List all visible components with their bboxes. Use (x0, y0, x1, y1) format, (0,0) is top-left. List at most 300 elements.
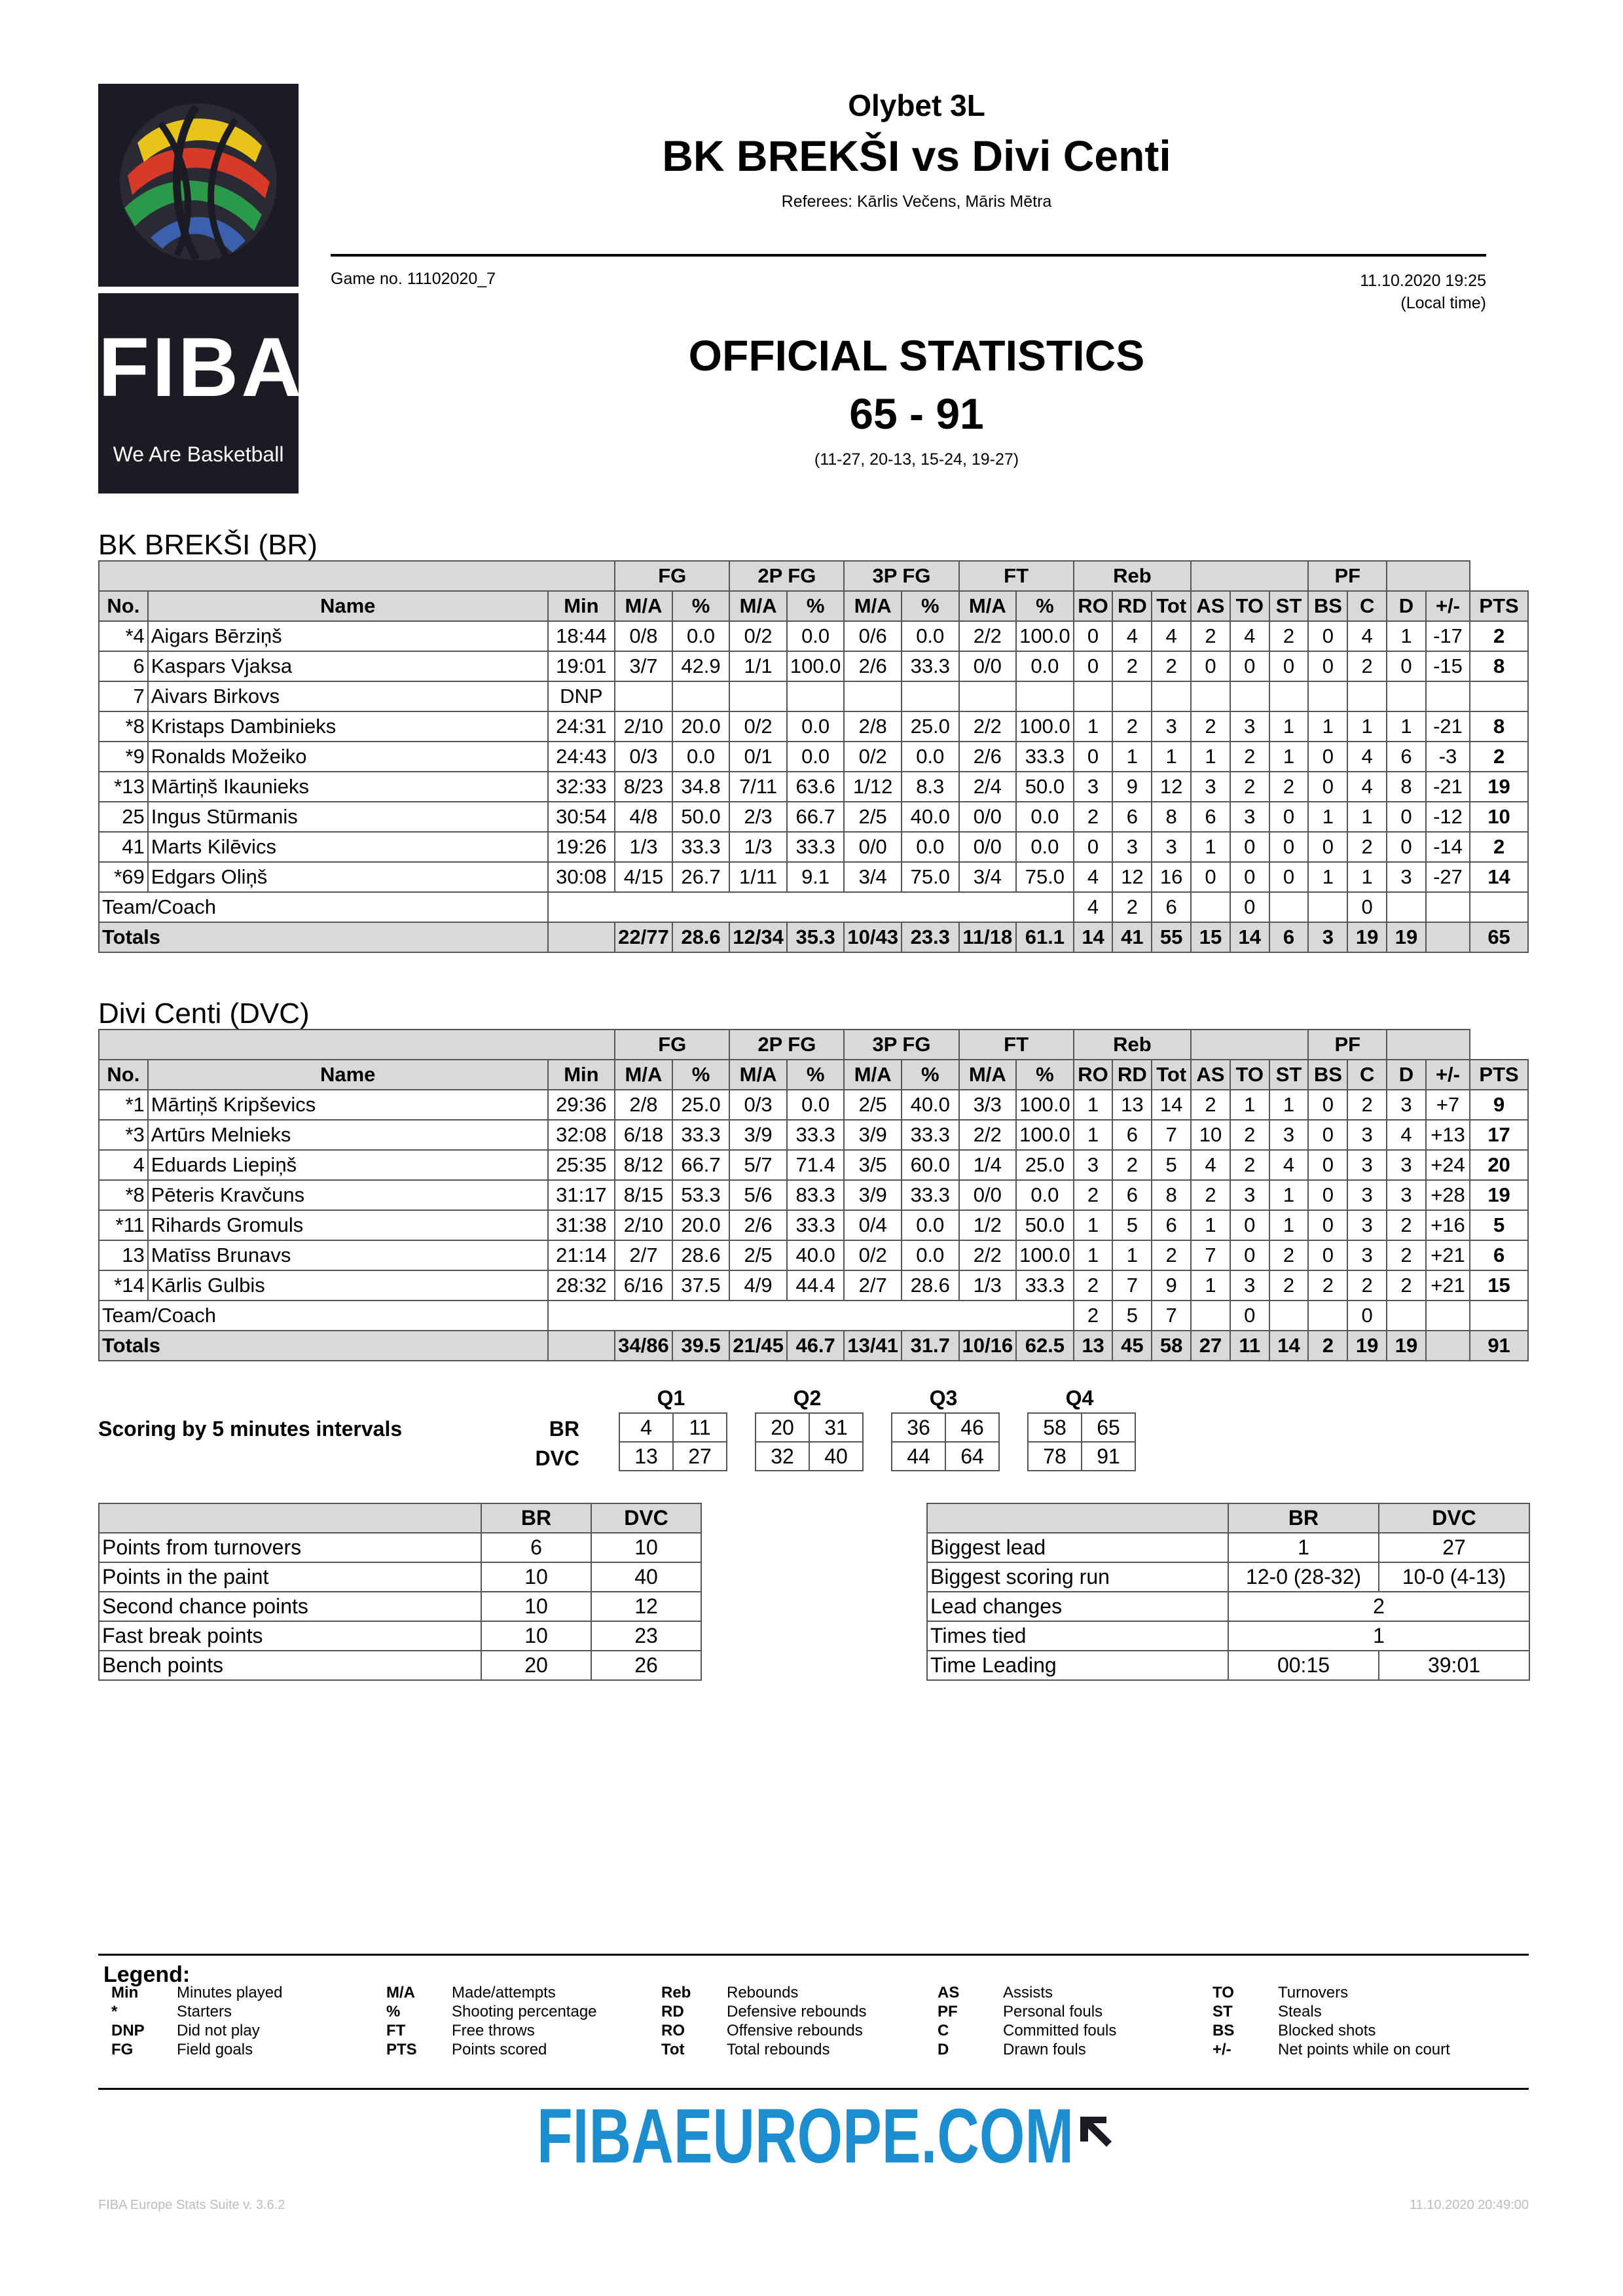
stat-cell (1269, 681, 1309, 711)
stat-cell: 2/5 (844, 1090, 902, 1120)
legend-abbr: DNP (111, 2022, 145, 2039)
player-name: Rihards Gromuls (148, 1210, 548, 1240)
stat-cell: 0 (1308, 1210, 1347, 1240)
stat-cell: 4 (1074, 862, 1113, 892)
lead-shared: 2 (1228, 1592, 1529, 1621)
stat-cell: 3 (1152, 711, 1191, 742)
legend-abbr: * (111, 2003, 118, 2020)
stat-cell: 0 (1308, 1150, 1347, 1180)
stat-cell: 2 (1112, 651, 1152, 681)
totals-points: 65 (1470, 922, 1528, 952)
legend-desc: Assists (1003, 1984, 1053, 2001)
player-name: Kristaps Dambinieks (148, 711, 548, 742)
stat-cell: 1 (1230, 1090, 1269, 1120)
q4-label: Q4 (1065, 1386, 1094, 1410)
stat-cell (1387, 892, 1426, 922)
stat-cell: 5/7 (729, 1150, 787, 1180)
totals-stat: 11/18 (959, 922, 1017, 952)
stat-cell: 0/8 (615, 621, 672, 651)
header-group-2p: 2P FG (729, 1030, 844, 1060)
stat-cell: 3 (1347, 1150, 1387, 1180)
stat-cell: 1 (1387, 711, 1426, 742)
stat-cell: 0/3 (615, 742, 672, 772)
legend-desc: Turnovers (1278, 1984, 1349, 2001)
player-name: Pēteris Kravčuns (148, 1180, 548, 1210)
stat-cell: 37.5 (672, 1270, 730, 1300)
stat-cell: 2/2 (959, 1240, 1017, 1270)
column-header: M/A (844, 591, 902, 621)
stat-cell (729, 681, 787, 711)
stat-cell: 3/7 (615, 651, 672, 681)
stat-cell: 0 (1387, 832, 1426, 862)
column-header: M/A (729, 1060, 787, 1090)
column-header: M/A (615, 1060, 672, 1090)
team-ro: 2 (1074, 1300, 1113, 1331)
stat-cell: 3 (1191, 772, 1230, 802)
legend-divider (98, 1954, 1529, 1956)
stat-cell: 0 (1269, 832, 1309, 862)
stat-cell: 100.0 (1016, 1090, 1074, 1120)
stat-cell: 2 (1191, 711, 1230, 742)
stat-cell: 3 (1074, 772, 1113, 802)
stat-cell: 4 (1191, 1150, 1230, 1180)
stat-cell: 14 (1152, 1090, 1191, 1120)
stat-cell: 2/7 (844, 1270, 902, 1300)
fibaeurope-logo-text: FIBAEUROPE.COM (537, 2093, 1074, 2179)
q3-label: Q3 (929, 1386, 958, 1410)
stat-cell (902, 681, 959, 711)
header-blank (1387, 1030, 1470, 1060)
team2-title: Divi Centi (DVC) (98, 997, 310, 1030)
q1-label: Q1 (657, 1386, 685, 1410)
stat-cell: 4 (1112, 621, 1152, 651)
stat-cell: 2/2 (959, 621, 1017, 651)
player-row (99, 1210, 1528, 1240)
points-head-blank (99, 1503, 481, 1533)
column-header: BS (1308, 591, 1347, 621)
stat-cell: 0.0 (902, 832, 959, 862)
player-row (99, 681, 1528, 711)
stat-cell: 2/5 (844, 802, 902, 832)
stat-cell: 1/11 (729, 862, 787, 892)
column-header: RO (1074, 591, 1113, 621)
points-row-label: Second chance points (99, 1592, 481, 1621)
game-date: 11.10.2020 19:25 (1360, 272, 1486, 290)
stat-cell: 0 (1387, 802, 1426, 832)
stat-cell: 0/1 (729, 742, 787, 772)
stat-cell (1112, 681, 1152, 711)
column-header: PTS (1470, 591, 1528, 621)
stat-cell: 2/6 (844, 651, 902, 681)
player-row (99, 1150, 1528, 1180)
stat-cell: 4 (1347, 772, 1387, 802)
stat-cell: 12 (1152, 772, 1191, 802)
totals-stat: 41 (1112, 922, 1152, 952)
stat-cell: 3/9 (844, 1120, 902, 1150)
stat-cell: 0 (1308, 1090, 1347, 1120)
stat-cell: 100.0 (1016, 1240, 1074, 1270)
stat-cell: 0.0 (1016, 1180, 1074, 1210)
stat-cell: 0 (1074, 742, 1113, 772)
stat-cell: 6 (1112, 802, 1152, 832)
player-name: Kaspars Vjaksa (148, 651, 548, 681)
column-header: % (787, 1060, 845, 1090)
column-header: Tot (1152, 1060, 1191, 1090)
stat-cell: +21 (1426, 1240, 1470, 1270)
player-row (99, 651, 1528, 681)
column-header: C (1347, 1060, 1387, 1090)
stat-cell: 1 (1074, 1240, 1113, 1270)
stat-cell: 1 (1191, 832, 1230, 862)
stat-cell: 0 (1308, 1240, 1347, 1270)
points-dvc: 23 (591, 1621, 701, 1651)
stat-cell (1426, 1300, 1470, 1331)
player-name: Aigars Bērziņš (148, 621, 548, 651)
points-head-br: BR (481, 1503, 591, 1533)
totals-stat: 28.6 (672, 922, 730, 952)
totals-stat: 14 (1074, 922, 1113, 952)
stat-cell: 2 (1347, 832, 1387, 862)
stat-cell: 2 (1191, 1090, 1230, 1120)
stat-cell (548, 892, 1074, 922)
column-header: Name (148, 1060, 548, 1090)
column-header: RO (1074, 1060, 1113, 1090)
stat-cell: 1 (1269, 742, 1309, 772)
header-group-fg: FG (615, 561, 729, 591)
stat-cell: 10 (1191, 1120, 1230, 1150)
fiba-logo-tagline: We Are Basketball (113, 442, 284, 466)
player-name: Kārlis Gulbis (148, 1270, 548, 1300)
stat-cell: 2/7 (615, 1240, 672, 1270)
column-header: ST (1269, 591, 1309, 621)
player-row (99, 1240, 1528, 1270)
player-minutes: 25:35 (548, 1150, 615, 1180)
column-header: M/A (959, 591, 1017, 621)
stat-cell: 1 (1269, 1090, 1309, 1120)
stat-cell: 2/2 (959, 1120, 1017, 1150)
player-row (99, 1180, 1528, 1210)
column-header: M/A (615, 591, 672, 621)
legend-abbr: PTS (386, 2041, 417, 2058)
player-points: 8 (1470, 651, 1528, 681)
stat-cell: 44.4 (787, 1270, 845, 1300)
totals-stat: 39.5 (672, 1331, 730, 1361)
team-c: 0 (1347, 892, 1387, 922)
stat-cell: +7 (1426, 1090, 1470, 1120)
legend-abbr: Reb (661, 1984, 691, 2001)
legend-abbr: FT (386, 2022, 406, 2039)
team-c: 0 (1347, 1300, 1387, 1331)
stat-cell: 3/5 (844, 1150, 902, 1180)
stat-cell: 100.0 (1016, 1120, 1074, 1150)
legend-desc: Minutes played (177, 1984, 283, 2001)
stat-cell: 0 (1074, 621, 1113, 651)
stat-cell: -27 (1426, 862, 1470, 892)
player-points: 10 (1470, 802, 1528, 832)
totals-stat: 10/43 (844, 922, 902, 952)
stat-cell: 6 (1112, 1120, 1152, 1150)
stat-cell: 0 (1230, 1210, 1269, 1240)
totals-stat: 13/41 (844, 1331, 902, 1361)
game-datetime (1113, 270, 1486, 314)
stat-cell: 1 (1269, 711, 1309, 742)
stat-cell: 53.3 (672, 1180, 730, 1210)
stat-cell: 2/5 (729, 1240, 787, 1270)
stat-cell (615, 681, 672, 711)
stat-cell: 0/2 (729, 621, 787, 651)
stat-cell: 6/16 (615, 1270, 672, 1300)
stat-cell: 4/15 (615, 862, 672, 892)
interval-score: 44 (892, 1442, 945, 1471)
stat-cell: 0 (1308, 1120, 1347, 1150)
legend-desc: Made/attempts (452, 1984, 556, 2001)
stat-cell: 33.3 (902, 1180, 959, 1210)
legend-desc: Steals (1278, 2003, 1322, 2020)
stat-cell: 2 (1269, 1240, 1309, 1270)
stat-cell (1152, 681, 1191, 711)
legend-desc: Points scored (452, 2041, 547, 2058)
header-column-row (99, 1060, 1528, 1090)
legend-abbr: D (938, 2041, 949, 2058)
player-minutes: 32:33 (548, 772, 615, 802)
player-points: 15 (1470, 1270, 1528, 1300)
stat-cell: 5 (1152, 1150, 1191, 1180)
column-header: BS (1308, 1060, 1347, 1090)
header-group-ft: FT (959, 1030, 1074, 1060)
totals-stat: 55 (1152, 922, 1191, 952)
stat-cell: 0.0 (672, 621, 730, 651)
lead-br: 00:15 (1228, 1651, 1379, 1680)
stat-cell: 2 (1230, 1150, 1269, 1180)
q3-interval-box (891, 1412, 1000, 1471)
stat-cell: 2 (1191, 621, 1230, 651)
column-header: % (672, 591, 730, 621)
stat-cell: 2/3 (729, 802, 787, 832)
legend-desc: Net points while on court (1278, 2041, 1450, 2058)
totals-stat (1426, 922, 1470, 952)
stat-cell: 6/18 (615, 1120, 672, 1150)
stat-cell: 100.0 (1016, 621, 1074, 651)
legend-desc: Defensive rebounds (727, 2003, 867, 2020)
legend-desc: Offensive rebounds (727, 2022, 863, 2039)
player-minutes: 30:54 (548, 802, 615, 832)
stat-cell: 2 (1230, 1120, 1269, 1150)
stat-cell: 66.7 (787, 802, 845, 832)
legend-abbr: FG (111, 2041, 134, 2058)
player-minutes: 29:36 (548, 1090, 615, 1120)
player-number: *8 (99, 1180, 148, 1210)
column-header: D (1387, 1060, 1426, 1090)
stat-cell: 1 (1112, 1240, 1152, 1270)
legend-desc: Rebounds (727, 1984, 799, 2001)
stat-cell: -21 (1426, 772, 1470, 802)
stat-cell: 4 (1347, 621, 1387, 651)
lead-br: 1 (1228, 1533, 1379, 1562)
stat-cell: 0/6 (844, 621, 902, 651)
totals-stat: 14 (1269, 1331, 1309, 1361)
page-title: OFFICIAL STATISTICS (688, 331, 1145, 380)
stat-cell: 0/0 (959, 1180, 1017, 1210)
stat-cell: 0.0 (1016, 832, 1074, 862)
player-name: Artūrs Melnieks (148, 1120, 548, 1150)
stat-cell (1191, 1300, 1230, 1331)
column-header: % (787, 591, 845, 621)
stat-cell: -3 (1426, 742, 1470, 772)
stat-cell: 1/3 (729, 832, 787, 862)
stat-cell: 2 (1269, 1270, 1309, 1300)
interval-score: 20 (756, 1413, 809, 1442)
stat-cell (1470, 681, 1528, 711)
stat-cell: 7 (1191, 1240, 1230, 1270)
stat-cell: 0/2 (729, 711, 787, 742)
quarter-scores: (11-27, 20-13, 15-24, 19-27) (814, 450, 1019, 469)
stat-cell: 100.0 (1016, 711, 1074, 742)
stat-cell: 1/4 (959, 1150, 1017, 1180)
stat-cell: 50.0 (672, 802, 730, 832)
header-group-reb: Reb (1074, 561, 1191, 591)
totals-stat: 58 (1152, 1331, 1191, 1361)
player-number: 41 (99, 832, 148, 862)
column-header: M/A (844, 1060, 902, 1090)
player-name: Eduards Liepiņš (148, 1150, 548, 1180)
stat-cell: 3/4 (844, 862, 902, 892)
stat-cell: 4 (1347, 742, 1387, 772)
fibaeurope-logo (537, 2093, 1126, 2179)
legend-desc: Did not play (177, 2022, 260, 2039)
stat-cell: +24 (1426, 1150, 1470, 1180)
stat-cell: 28.6 (672, 1240, 730, 1270)
stat-cell: 0.0 (902, 1240, 959, 1270)
player-number: *8 (99, 711, 148, 742)
stat-cell: 3 (1387, 1150, 1426, 1180)
stat-cell: 7 (1152, 1120, 1191, 1150)
stat-cell (1016, 681, 1074, 711)
referees: Referees: Kārlis Večens, Māris Mētra (781, 192, 1052, 211)
totals-label: Totals (99, 922, 548, 952)
final-score: 65 - 91 (849, 389, 984, 438)
stat-cell (1387, 681, 1426, 711)
points-row-label: Bench points (99, 1651, 481, 1680)
player-number: *3 (99, 1120, 148, 1150)
stat-cell: 2 (1230, 742, 1269, 772)
player-row (99, 1120, 1528, 1150)
column-header: Tot (1152, 591, 1191, 621)
stats-suite-version: FIBA Europe Stats Suite v. 3.6.2 (98, 2198, 285, 2212)
legend-abbr: M/A (386, 1984, 415, 2001)
stat-cell: 3/3 (959, 1090, 1017, 1120)
stat-cell: 6 (1112, 1180, 1152, 1210)
stat-cell: 40.0 (902, 802, 959, 832)
lead-head-dvc: DVC (1379, 1503, 1529, 1533)
totals-stat: 6 (1269, 922, 1309, 952)
player-minutes: 21:14 (548, 1240, 615, 1270)
stat-cell: 2/10 (615, 711, 672, 742)
totals-stat: 23.3 (902, 922, 959, 952)
totals-stat: 14 (1230, 922, 1269, 952)
stat-cell (1470, 892, 1528, 922)
stat-cell: 1 (1308, 862, 1347, 892)
stat-cell: 60.0 (902, 1150, 959, 1180)
stat-cell: 12 (1112, 862, 1152, 892)
stat-cell: 0/3 (729, 1090, 787, 1120)
stat-cell: 34.8 (672, 772, 730, 802)
legend-desc: Free throws (452, 2022, 535, 2039)
lead-dvc: 10-0 (4-13) (1379, 1562, 1529, 1592)
header-group-pf: PF (1308, 561, 1387, 591)
header-blank (99, 1030, 615, 1060)
player-name: Mārtiņš Ikaunieks (148, 772, 548, 802)
totals-row (99, 1331, 1528, 1361)
stat-cell: 9.1 (787, 862, 845, 892)
player-points: 19 (1470, 1180, 1528, 1210)
stat-cell: 33.3 (902, 1120, 959, 1150)
legend-abbr: Min (111, 1984, 139, 2001)
team-tot: 7 (1152, 1300, 1191, 1331)
stat-cell: 1 (1347, 711, 1387, 742)
stat-cell: 1 (1191, 1270, 1230, 1300)
stat-cell: 3 (1230, 711, 1269, 742)
interval-score: 58 (1028, 1413, 1082, 1442)
stat-cell: 1 (1269, 1210, 1309, 1240)
stat-cell: 2 (1308, 1270, 1347, 1300)
stat-cell: 2 (1347, 1270, 1387, 1300)
column-header: TO (1230, 591, 1269, 621)
player-number: 7 (99, 681, 148, 711)
stat-cell (844, 681, 902, 711)
stat-cell (1074, 681, 1113, 711)
stat-cell: 1/12 (844, 772, 902, 802)
column-header: M/A (959, 1060, 1017, 1090)
player-row (99, 832, 1528, 862)
column-header: Name (148, 591, 548, 621)
player-number: *9 (99, 742, 148, 772)
team1-title: BK BREKŠI (BR) (98, 529, 318, 561)
stat-cell: 9 (1112, 772, 1152, 802)
player-row (99, 1270, 1528, 1300)
points-br: 10 (481, 1562, 591, 1592)
stat-cell: 1 (1347, 862, 1387, 892)
stat-cell: 25.0 (672, 1090, 730, 1120)
stat-cell (1230, 681, 1269, 711)
legend-desc: Field goals (177, 2041, 253, 2058)
legend-desc: Committed fouls (1003, 2022, 1117, 2039)
stat-cell: 0 (1308, 621, 1347, 651)
stat-cell (1387, 1300, 1426, 1331)
stat-cell: 3 (1347, 1240, 1387, 1270)
stat-cell: 1 (1112, 742, 1152, 772)
stat-cell: 3 (1074, 1150, 1113, 1180)
stat-cell: 0.0 (787, 1090, 845, 1120)
stat-cell: 3 (1387, 1090, 1426, 1120)
legend-abbr: RD (661, 2003, 684, 2020)
player-row (99, 711, 1528, 742)
lead-row-label: Biggest scoring run (927, 1562, 1228, 1592)
legend-title: Legend: (103, 1962, 191, 1987)
stat-cell: 8/23 (615, 772, 672, 802)
legend-desc: Total rebounds (727, 2041, 830, 2058)
stat-cell: 2/6 (959, 742, 1017, 772)
stat-cell (1191, 681, 1230, 711)
lead-br: 12-0 (28-32) (1228, 1562, 1379, 1592)
stat-cell (1269, 892, 1309, 922)
column-header: % (1016, 1060, 1074, 1090)
column-header: TO (1230, 1060, 1269, 1090)
header-group-3p: 3P FG (844, 1030, 958, 1060)
player-row (99, 742, 1528, 772)
header-blank (1191, 1030, 1308, 1060)
stat-cell: 40.0 (902, 1090, 959, 1120)
stat-cell: 1/3 (615, 832, 672, 862)
